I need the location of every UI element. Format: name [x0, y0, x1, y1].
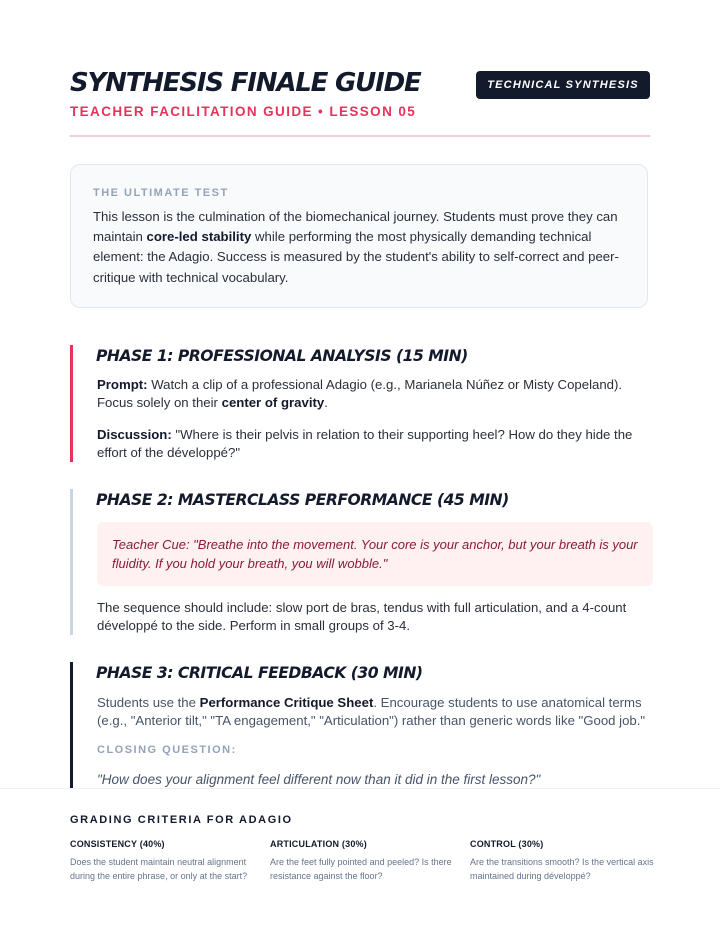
phase-3-title: PHASE 3: CRITICAL FEEDBACK (30 MIN) — [96, 664, 423, 682]
page-subtitle: TEACHER FACILITATION GUIDE • LESSON 05 — [70, 104, 417, 119]
criterion-articulation — [270, 839, 455, 933]
phase-3-text: Students use the Performance Critique Sheet. Encourage students to use anatomical terms (e.g., "Anterior tilt," "TA engagement," "Articulation") rather than generic words like "Good job." — [97, 695, 646, 728]
phase-2-title: PHASE 2: MASTERCLASS PERFORMANCE (45 MIN) — [96, 491, 509, 509]
page-title: SYNTHESIS FINALE GUIDE — [70, 68, 421, 98]
intro-label: THE ULTIMATE TEST — [93, 187, 229, 199]
phase-1-prompt: Prompt: Watch a clip of a professional Adagio (e.g., Marianela Núñez or Misty Copeland). Focus solely on their center of gravity. — [97, 377, 623, 410]
teacher-cue: Teacher Cue: "Breathe into the movement. Your core is your anchor, but your breath is your fluidity. If you hold your breath, you will wobble." — [97, 522, 653, 586]
criterion-desc: Does the student maintain neutral alignment during the entire phrase, or only at the start? — [70, 857, 248, 881]
intro-text: This lesson is the culmination of the biomechanical journey. Students must prove they can maintain core-led stability while performing the most physically demanding technical element: the Adagio. Success is measured by the student's ability to self-correct and peer-critique with technical vocabulary. — [93, 209, 619, 285]
phase-1-discussion: Discussion: "Where is their pelvis in relation to their supporting heel? How do they hide the effort of the développé?" — [97, 427, 633, 460]
phase-2-text: The sequence should include: slow port de bras, tendus with full articulation, and a 4-count développé to the side. Perform in small groups of 3-4. — [97, 600, 627, 633]
category-badge: TECHNICAL SYNTHESIS — [476, 71, 650, 99]
page-header — [70, 0, 650, 137]
grading-title: GRADING CRITERIA FOR ADAGIO — [70, 814, 293, 826]
criterion-control — [470, 839, 655, 933]
criterion-desc: Are the feet fully pointed and peeled? Is there resistance against the floor? — [270, 857, 452, 881]
criterion-title: CONSISTENCY (40%) — [70, 839, 165, 849]
criterion-desc: Are the transitions smooth? Is the vertical axis maintained during développé? — [470, 857, 654, 881]
criterion-consistency — [70, 839, 255, 933]
phase-1-section — [70, 345, 653, 462]
phase-1-title: PHASE 1: PROFESSIONAL ANALYSIS (15 MIN) — [96, 347, 468, 365]
phase-2-section — [70, 489, 653, 635]
grading-footer — [0, 788, 720, 933]
closing-question: "How does your alignment feel different now than it did in the first lesson?" — [97, 772, 541, 787]
intro-card — [70, 164, 648, 308]
guide-page — [70, 0, 650, 787]
closing-label: CLOSING QUESTION: — [97, 744, 237, 756]
grading-section — [70, 789, 654, 933]
phase-3-section — [70, 662, 653, 790]
criterion-title: CONTROL (30%) — [470, 839, 544, 849]
intro-bold: core-led stability — [146, 229, 252, 245]
criterion-title: ARTICULATION (30%) — [270, 839, 367, 849]
